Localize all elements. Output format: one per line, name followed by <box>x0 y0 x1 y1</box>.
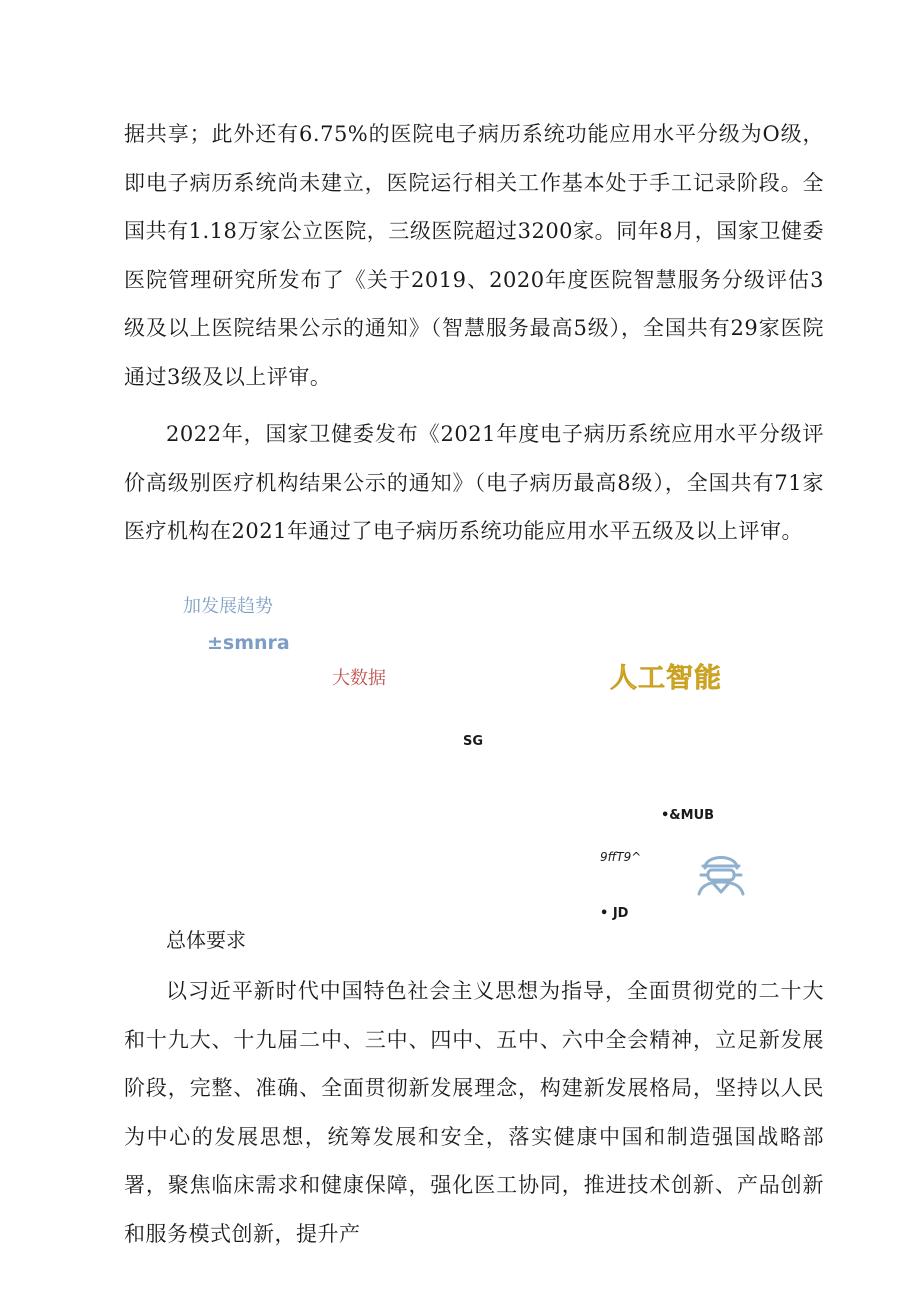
body-paragraph-1: 据共享；此外还有6.75%的医院电子病历系统功能应用水平分级为O级，即电子病历系统尚未建立，医院运行相关工作基本处于手工记录阶段。全国共有1.18万家公立医院，三级医院超过3200家。同年8月，国家卫健委医院管理研究所发布了《关于2019、2020年度医院智慧服务分级评估3级及以上医院结果公示的通知》（智慧服务最高5级），全国共有29家医院通过3级及以上评审。 <box>124 122 824 389</box>
figure-label-trend: 加发展趋势 <box>183 596 273 617</box>
figure-label-sg: SG <box>463 734 484 749</box>
figure-label-smnra: ±smnra <box>207 632 290 654</box>
section-heading: 总体要求 <box>166 928 246 952</box>
figure-label-ai: 人工智能 <box>610 663 722 694</box>
figure-label-bigdata: 大数据 <box>332 668 386 689</box>
trend-figure <box>0 580 920 925</box>
figure-label-jd: • JD <box>600 906 629 921</box>
body-paragraph-2: 2022年，国家卫健委发布《2021年度电子病历系统应用水平分级评价高级别医疗机构结果公示的通知》（电子病历最高8级），全国共有71家医疗机构在2021年通过了电子病历系统功能应用水平五级及以上评审。 <box>124 422 824 543</box>
figure-label-9fft9: 9ffT9^ <box>600 850 642 864</box>
doctor-mask-icon <box>693 842 749 898</box>
figure-label-mub: •&MUB <box>661 808 715 823</box>
body-paragraph-3: 以习近平新时代中国特色社会主义思想为指导，全面贯彻党的二十大和十九大、十九届二中、三中、四中、五中、六中全会精神，立足新发展阶段，完整、准确、全面贯彻新发展理念，构建新发展格局，坚持以人民为中心的发展思想，统筹发展和安全，落实健康中国和制造强国战略部署，聚焦临床需求和健康保障，强化医工协同，推进技术创新、产品创新和服务模式创新，提升产 <box>124 979 824 1246</box>
